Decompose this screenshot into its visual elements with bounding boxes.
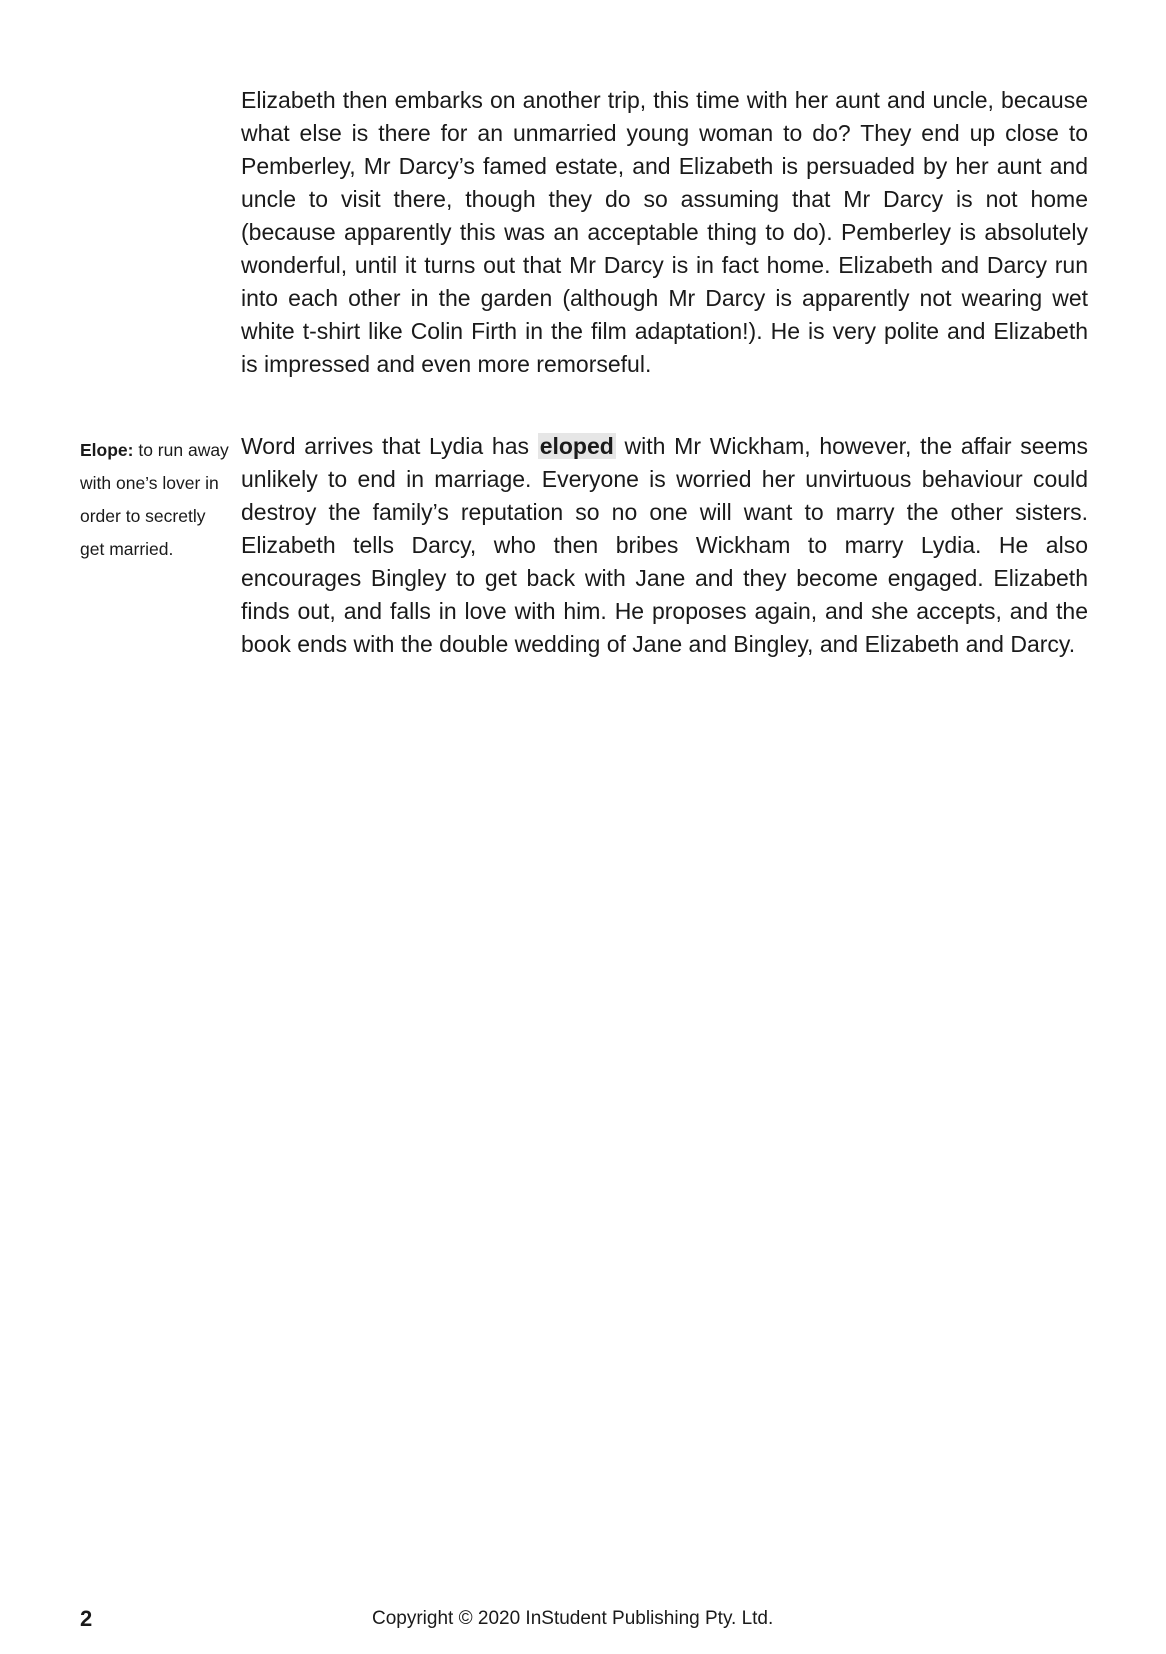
body-paragraph: Elizabeth then embarks on another trip, this time with her aunt and uncle, because what else is there for an unmarried young woman to do? They end up close to Pemberley, Mr Darcy’s famed estate, and Elizabeth is persuaded by her aunt and uncle to visit there, though they do so assuming that Mr Darcy is not home (because apparently this was an acceptable thing to do). Pemberley is absolutely wonderful, until it turns out that Mr Darcy is in fact home. Elizabeth and Darcy run into each other in the garden (although Mr Darcy is apparently not wearing wet white t-shirt like Colin Firth in the film adaptation!). He is very polite and Elizabeth is impressed and even more remorseful. [241, 87, 1088, 377]
copyright-notice: Copyright © 2020 InStudent Publishing Pty. Ltd. [372, 1608, 774, 1629]
paragraph-text: with Mr Wickham, however, the affair seems unlikely to end in marriage. Everyone is worried her unvirtuous behaviour could destroy the family’s reputation so no one will want to marry the other sisters. Elizabeth tells Darcy, who then bribes Wickham to marry Lydia. He also encourages Bingley to get back with Jane and they become engaged. Elizabeth finds out, and falls in love with him. He proposes again, and she accepts, and the book ends with the double wedding of Jane and Bingley, and Elizabeth and Darcy. [241, 433, 1088, 657]
paragraph-text: Word arrives that Lydia has [241, 433, 538, 459]
highlighted-term: eloped [539, 433, 614, 459]
page-number: 2 [80, 1606, 93, 1631]
body-paragraph [241, 430, 1088, 661]
glossary-definition: to run away with one’s lover in order to secretly get married. [80, 440, 229, 559]
glossary-sidenote [80, 434, 230, 566]
glossary-term: Elope: [80, 440, 134, 460]
